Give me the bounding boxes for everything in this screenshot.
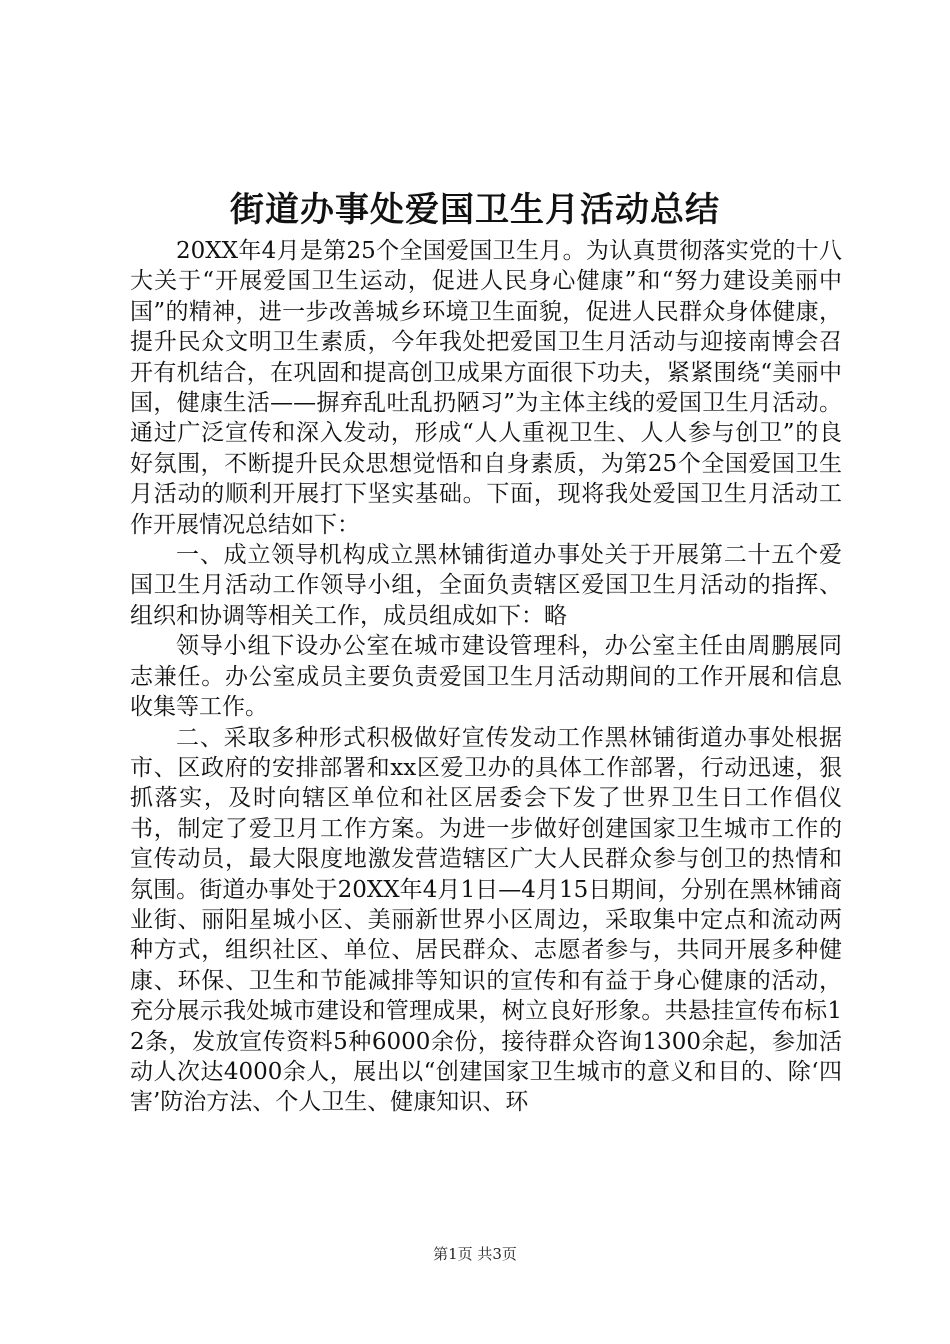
paragraph-section-1: 一、成立领导机构成立黑林铺街道办事处关于开展第二十五个爱国卫生月活动工作领导小组，全面负责辖区爱国卫生月活动的指挥、组织和协调等相关工作，成员组成如下：略 xyxy=(130,542,842,629)
paragraph-intro: 20XX年4月是第25个全国爱国卫生月。为认真贯彻落实党的十八大关于“开展爱国卫生运动，促进人民身心健康”和“努力建设美丽中国”的精神，进一步改善城乡环境卫生面貌，促进人民群众身体健康，提升民众文明卫生素质，今年我处把爱国卫生月活动与迎接南博会召开有机结合，在巩固和提高创卫成果方面很下功夫，紧紧围绕“美丽中国，健康生活——摒弃乱吐乱扔陋习”为主体主线的爱国卫生月活动。通过广泛宣传和深入发动，形成“人人重视卫生、人人参与创卫”的良好氛围，不断提升民众思想觉悟和自身素质，为第25个全国爱国卫生月活动的顺利开展打下坚实基础。下面，现将我处爱国卫生月活动工作开展情况总结如下： xyxy=(130,238,842,538)
document-title: 街道办事处爱国卫生月活动总结 xyxy=(230,190,720,230)
paragraph-office: 领导小组下设办公室在城市建设管理科，办公室主任由周鹏展同志兼任。办公室成员主要负责爱国卫生月活动期间的工作开展和信息收集等工作。 xyxy=(130,633,842,721)
paragraph-section-2: 二、采取多种形式积极做好宣传发动工作黑林铺街道办事处根据市、区政府的安排部署和xx区爱卫办的具体工作部署，行动迅速，狠抓落实，及时向辖区单位和社区居委会下发了世界卫生日工作倡仪书，制定了爱卫月工作方案。为进一步做好创建国家卫生城市工作的宣传动员，最大限度地激发营造辖区广大人民群众参与创卫的热情和氛围。街道办事处于20XX年4月1日—4月15日期间，分别在黑林铺商业街、丽阳星城小区、美丽新世界小区周边，采取集中定点和流动两种方式，组织社区、单位、居民群众、志愿者参与，共同开展多种健康、环保、卫生和节能减排等知识的宣传和有益于身心健康的活动，充分展示我处城市建设和管理成果，树立良好形象。共悬挂宣传布标12条，发放宣传资料5种6000余份，接待群众咨询1300余起，参加活动人次达4000余人，展出以“创建国家卫生城市的意义和目的、除‘四害’防治方法、个人卫生、健康知识、环 xyxy=(130,724,842,1116)
page-number-footer: 第1页 共3页 xyxy=(433,1245,517,1263)
document-body xyxy=(130,236,842,1118)
